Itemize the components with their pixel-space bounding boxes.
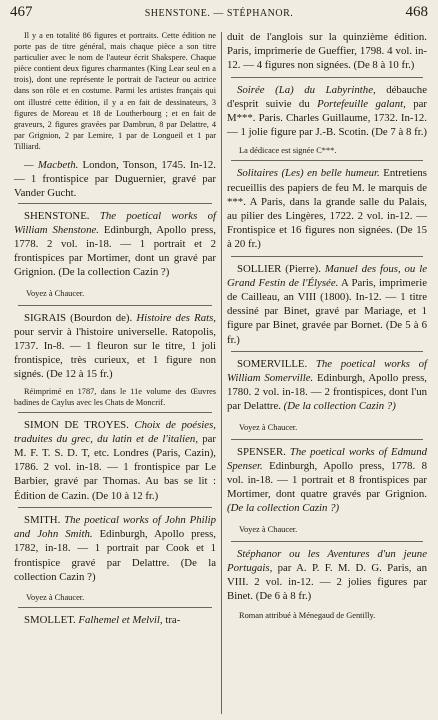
separator-rule bbox=[231, 351, 423, 352]
entry-title: The poetical works of William Somerville. bbox=[227, 357, 427, 385]
entry-soiree bbox=[227, 83, 427, 140]
column-divider bbox=[221, 32, 222, 714]
separator-rule bbox=[231, 256, 423, 257]
separator-rule bbox=[231, 160, 423, 161]
entry-text: pour servir à l'histoire universelle. Ratopolis, 1737. In-8. — 1 fleuron sur le titre, 1 joli frontispice, très curieux, et 1 figure non signés. (De 12 à 15 fr.) bbox=[14, 325, 216, 381]
entry-text: par M***. Paris. Charles Guillaume, 1732. In-12. — 1 jolie figure par J.-B. Scotin. (De 7 à 8 fr.) bbox=[227, 97, 427, 139]
entry-title: Manuel des fous, ou le Grand Festin de l'Élysée. bbox=[227, 262, 427, 289]
entry-author: SIMON DE TROYES. bbox=[24, 418, 129, 431]
entry-collection: (De la collection Cazin ?) bbox=[227, 502, 340, 515]
entry-shenstone bbox=[14, 209, 216, 280]
separator-rule bbox=[18, 607, 212, 608]
separator-rule bbox=[18, 507, 212, 508]
entry-title: Portefeuille galant, bbox=[317, 97, 406, 110]
entry-text: Edinburgh, Apollo press, 1778. 8 vol. in-18. — 1 portrait et 8 frontispices par Mortimer, dont quatre gravés par Grignion. bbox=[227, 459, 427, 501]
entry-spenser bbox=[227, 445, 427, 516]
see-reference: Voyez à Chaucer. bbox=[26, 592, 85, 602]
entry-sollier bbox=[227, 262, 427, 347]
entry-text: débauche d'esprit suivie du bbox=[227, 83, 427, 110]
entry-text: Edinburgh, Apollo press, 1780. 2 vol. in-18. — 2 frontispices, dont l'un par Delattre. bbox=[227, 372, 428, 413]
running-title: SHENSTONE. — STÉPHANOR. bbox=[144, 8, 294, 19]
entry-text: Edinburgh, Apollo press, 1778. 2 vol. in-18. — 1 portrait et 2 frontispices par Mortimer, dont un gravé par Grignion. (De la collection Cazin ?) bbox=[14, 223, 216, 279]
page-header bbox=[8, 4, 430, 26]
entry-title: The poetical works of Edmund Spenser. bbox=[227, 445, 427, 472]
entry-text: par A. P. F. M. D. G. Paris, an VIII. 2 vol. in-12. — 2 jolies figures par Binet. (De 6 à 8 fr.) bbox=[227, 561, 427, 603]
see-reference: Voyez à Chaucer. bbox=[239, 422, 298, 432]
see-reference: Voyez à Chaucer. bbox=[239, 524, 298, 534]
entry-note: Réimprimé en 1787, dans le 11e volume des Œuvres badines de Caylus avec les Chats de Moncrif. bbox=[14, 386, 216, 407]
entry-somerville bbox=[227, 357, 427, 414]
entry-smith bbox=[14, 513, 216, 584]
left-column bbox=[14, 30, 216, 716]
see-reference: Voyez à Chaucer. bbox=[26, 288, 85, 298]
entry-simon bbox=[14, 418, 216, 503]
entry-note: Roman attribué à Ménegaud de Gentilly. bbox=[239, 610, 376, 620]
shakespeare-note: Il y a en totalité 86 figures et portraits. Cette édition ne porte pas de titre général, mais chaque pièce a son titre particulier avec le nom de l'auteur écrit Shakspere. Chaque pièce contient deux figures charmantes (King Lear seul en a trois), dont une représente le portrait de l'acteur ou actrice dans son rôle et en costume. Parmi les artistes français qui ont illustré cette édition, il y a en fait de dessinateurs, 3 figures de Moreau et 18 de Loutherbourg ; et en fait de graveurs, 2 figures gravées par Dambrun, 8 par Delattre, 4 par Grignion, 2 par Lemire, 1 par de Longueil et 1 par Tilliard. bbox=[14, 31, 216, 151]
right-column bbox=[227, 30, 427, 716]
page-number-right: 468 bbox=[405, 4, 428, 20]
entry-author: SOMERVILLE. bbox=[237, 357, 308, 370]
entry-author: SIGRAIS (Bourdon de). bbox=[24, 311, 133, 324]
entry-smollet bbox=[14, 613, 216, 627]
entry-text: Entretiens recueillis des papiers de feu M. le marquis de ***. A Paris, dans la grande salle du Palais, au pilier des Lingères, 1722. 2 vol. in-12. — Frontispice et 16 figures non signées. (De 15 à 20 fr.) bbox=[227, 167, 427, 251]
entry-stephanor bbox=[227, 547, 427, 604]
entry-title: Solitaires (Les) en belle humeur. bbox=[237, 167, 380, 180]
separator-rule bbox=[18, 305, 212, 306]
page-number-left: 467 bbox=[10, 4, 33, 20]
entry-author: SPENSER. bbox=[237, 445, 286, 458]
entry-solitaires bbox=[227, 166, 427, 251]
entry-collection: (De la collection Cazin ?) bbox=[283, 400, 396, 413]
entry-title: The poetical works of John Philip and John Smith. bbox=[14, 513, 216, 541]
entry-smollet-continued: duit de l'anglois sur la quinzième édition. Paris, imprimerie de Gueffier, 1798. 4 vol. in-12. — 4 figures non signées. (De 8 à 10 fr.) bbox=[227, 31, 427, 72]
entry-author: SMITH. bbox=[24, 513, 61, 526]
entry-macbeth bbox=[14, 158, 216, 201]
separator-rule bbox=[18, 412, 212, 413]
entry-text: par M. F. T. S. D. T, etc. Londres (Paris, Cazin), 1786. 2 vol. in-18. — 1 frontispice par Le Barbier, gravé par Thomas. Au bas se lit : Édition de Cazin. (De 10 à 12 fr.) bbox=[14, 432, 216, 502]
separator-rule bbox=[18, 203, 212, 204]
entry-title: — Macbeth. bbox=[24, 159, 79, 172]
entry-author: SMOLLET. bbox=[24, 613, 76, 626]
entry-sigrais bbox=[14, 311, 216, 382]
separator-rule bbox=[231, 541, 423, 542]
separator-rule bbox=[231, 77, 423, 78]
entry-text: London, Tonson, 1745. In-12. — 1 frontispice par Duguernier, gravé par Vander Gucht. bbox=[14, 159, 216, 200]
separator-rule bbox=[231, 439, 423, 440]
entry-title: Stéphanor ou les Aventures d'un jeune Portugais, bbox=[227, 547, 427, 574]
entry-text: Edinburgh, Apollo press, 1782, in-18. — 1 portrait par Cook et 1 frontispice gravé par Delattre. (De la collection Cazin ?) bbox=[14, 528, 217, 583]
entry-text: A Paris, imprimerie de Cailleau, an VIII (1800). In-12. — 1 titre dessiné par Binet, gravé par Mariage, et 1 figure par Binet, gravée par Bornet. (De 5 à 6 fr.) bbox=[227, 276, 427, 346]
entry-text: tra- bbox=[162, 613, 181, 626]
entry-title: Falhemel et Melvil, bbox=[75, 613, 163, 626]
entry-note: La dédicace est signée C***. bbox=[239, 146, 337, 156]
entry-title: Choix de poésies, traduites du grec, du latin et de l'italien, bbox=[14, 418, 216, 445]
entry-title: The poetical works of William Shenstone. bbox=[14, 209, 216, 236]
entry-title: Histoire des Rats, bbox=[132, 311, 217, 324]
entry-author: SHENSTONE. bbox=[24, 209, 90, 222]
entry-author: SOLLIER (Pierre). bbox=[237, 262, 321, 275]
entry-title: Soirée (La) du Labyrinthe, bbox=[237, 83, 376, 96]
